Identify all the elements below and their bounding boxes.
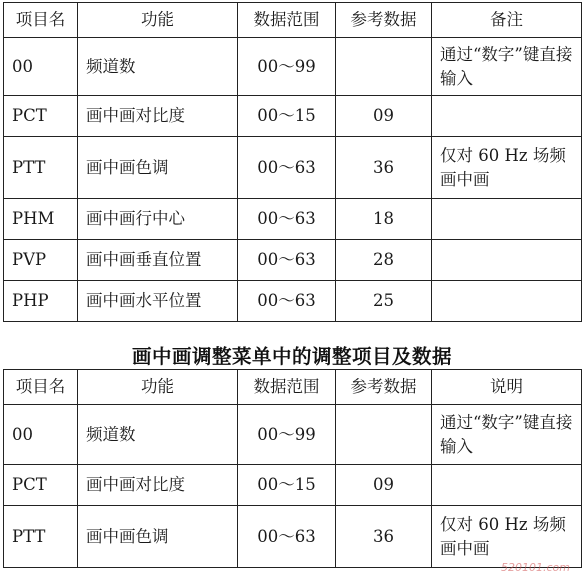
cell-item: PHM — [4, 199, 78, 240]
cell-reference: 36 — [336, 137, 432, 199]
cell-range: 00～15 — [238, 465, 336, 506]
header-item-name: 项目名 — [4, 3, 78, 38]
table-row — [4, 405, 582, 465]
cell-item: PCT — [4, 96, 78, 137]
cell-item: 00 — [4, 38, 78, 96]
cell-note — [432, 281, 582, 322]
watermark: 520101.com — [501, 561, 570, 574]
table-row — [4, 240, 582, 281]
table-row — [4, 465, 582, 506]
header-reference-data: 参考数据 — [336, 370, 432, 405]
cell-reference — [336, 38, 432, 96]
cell-function: 频道数 — [78, 405, 238, 465]
cell-note — [432, 240, 582, 281]
table-row — [4, 38, 582, 96]
cell-reference: 36 — [336, 506, 432, 568]
table-row — [4, 506, 582, 568]
cell-function: 画中画色调 — [78, 137, 238, 199]
cell-range: 00～63 — [238, 281, 336, 322]
cell-note — [432, 96, 582, 137]
cell-item: PHP — [4, 281, 78, 322]
cell-note: 仅对 60 Hz 场频画中画 — [432, 137, 582, 199]
cell-reference: 09 — [336, 96, 432, 137]
cell-item: PTT — [4, 137, 78, 199]
cell-reference — [336, 405, 432, 465]
cell-function: 画中画对比度 — [78, 96, 238, 137]
cell-reference: 28 — [336, 240, 432, 281]
cell-function: 频道数 — [78, 38, 238, 96]
header-reference-data: 参考数据 — [336, 3, 432, 38]
cell-item: PVP — [4, 240, 78, 281]
cell-range: 00～15 — [238, 96, 336, 137]
cell-function: 画中画垂直位置 — [78, 240, 238, 281]
cell-range: 00～63 — [238, 199, 336, 240]
header-data-range: 数据范围 — [238, 3, 336, 38]
cell-function: 画中画色调 — [78, 506, 238, 568]
cell-range: 00～99 — [238, 405, 336, 465]
header-function: 功能 — [78, 3, 238, 38]
table-caption: 画中画调整菜单中的调整项目及数据 — [131, 345, 452, 368]
adjustment-table-bottom — [3, 369, 582, 568]
table-header-row — [4, 370, 582, 405]
cell-note — [432, 199, 582, 240]
header-description: 说明 — [432, 370, 582, 405]
cell-function: 画中画行中心 — [78, 199, 238, 240]
cell-item: 00 — [4, 405, 78, 465]
cell-range: 00～63 — [238, 506, 336, 568]
cell-item: PCT — [4, 465, 78, 506]
cell-range: 00～99 — [238, 38, 336, 96]
table-row — [4, 96, 582, 137]
header-remarks: 备注 — [432, 3, 582, 38]
cell-function: 画中画水平位置 — [78, 281, 238, 322]
cell-range: 00～63 — [238, 240, 336, 281]
header-function: 功能 — [78, 370, 238, 405]
cell-note: 仅对 60 Hz 场频画中画 — [432, 506, 582, 568]
cell-reference: 09 — [336, 465, 432, 506]
cell-range: 00～63 — [238, 137, 336, 199]
table-header-row — [4, 3, 582, 38]
cell-note — [432, 465, 582, 506]
cell-function: 画中画对比度 — [78, 465, 238, 506]
cell-item: PTT — [4, 506, 78, 568]
table-row — [4, 137, 582, 199]
table-row — [4, 281, 582, 322]
cell-reference: 18 — [336, 199, 432, 240]
header-data-range: 数据范围 — [238, 370, 336, 405]
adjustment-table-top — [3, 2, 582, 322]
cell-reference: 25 — [336, 281, 432, 322]
cell-note: 通过“数字”键直接输入 — [432, 38, 582, 96]
table-row — [4, 199, 582, 240]
header-item-name: 项目名 — [4, 370, 78, 405]
cell-note: 通过“数字”键直接输入 — [432, 405, 582, 465]
